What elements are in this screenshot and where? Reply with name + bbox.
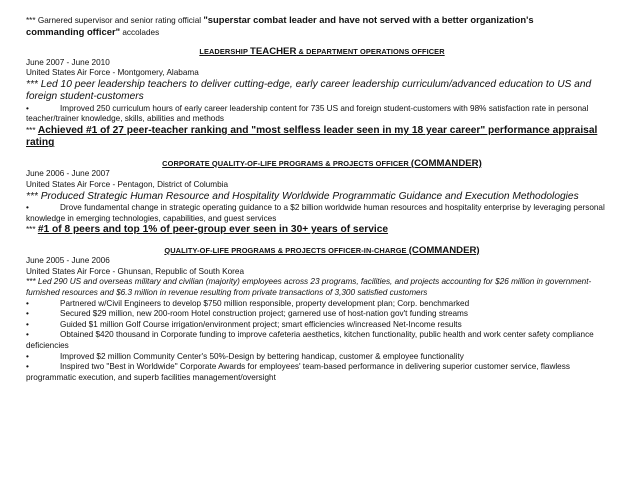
section2-title-a: CORPORATE QUALITY-OF-LIFE PROGRAMS & PROJECTS OFFICER	[162, 158, 411, 168]
section3-title	[26, 246, 618, 257]
section2-achievement-prefix: ***	[26, 225, 38, 235]
list-item	[26, 362, 618, 383]
section3-title-a: QUALITY-OF-LIFE PROGRAMS & PROJECTS OFFICER-IN-CHARGE	[164, 245, 409, 255]
intro-suffix: accolades	[120, 27, 160, 37]
section1-achievement-2	[26, 137, 618, 149]
list-item	[26, 299, 618, 310]
intro-prefix: *** Garnered supervisor and senior rating official	[26, 16, 204, 25]
bullet-glyph: •	[26, 298, 29, 308]
list-item	[26, 330, 618, 351]
section1-dates: June 2007 - June 2010	[26, 57, 110, 67]
section1-org: United States Air Force - Montgomery, Alabama	[26, 68, 199, 78]
section1-achievement	[26, 125, 618, 137]
list-item-text: Secured $29 million, new 200-room Hotel construction project; garnered use of host-nation gov't funding streams	[60, 309, 468, 319]
section2-bullet-text: Drove fundamental change in strategic operating guidance to a $2 billion worldwide human resources and hospitality enterprise by leveraging personal knowledge in emerging technologies, capabilities, and guest services	[26, 202, 605, 223]
section1-bullet	[26, 104, 618, 125]
section1-achievement-text: Achieved #1 of 27 peer-teacher ranking and "most selfless leader seen in my 18 year career" performance appraisal	[37, 124, 598, 136]
section2-achievement	[26, 224, 618, 236]
section3-org: United States Air Force - Ghunsan, Republic of South Korea	[26, 266, 244, 276]
section1-bullet-text: Improved 250 curriculum hours of early career leadership content for 735 US and foreign student-customers with 98% satisfaction rate in personal teacher/trainer knowledge, skills, abilities and methods	[26, 103, 589, 124]
section1-title-a: LEADERSHIP	[199, 47, 250, 57]
intro-quote: "superstar combat leader and have not served with a better organization's	[203, 14, 534, 25]
intro-line-2	[26, 27, 618, 39]
resume-page	[26, 14, 618, 383]
bullet-glyph: •	[26, 351, 29, 361]
section3-bullet-list	[26, 299, 618, 384]
intro-quote-end: commanding officer"	[26, 25, 121, 37]
section2-achievement-text: #1 of 8 peers and top 1% of peer-group ever seen in 30+ years of service	[37, 224, 389, 236]
section1-title	[26, 47, 618, 58]
list-item	[26, 309, 618, 320]
section1-headline-2: foreign student-customers	[26, 91, 144, 103]
list-item-text: Inspired two "Best in Worldwide" Corporate Awards for employees' team-based performance in delivering superior customer service, flawless programmatic execution, and superb facilities management/oversight	[26, 362, 570, 382]
section2-dates: June 2006 - June 2007	[26, 169, 110, 179]
bullet-glyph: •	[26, 202, 29, 212]
section1-title-c: & DEPARTMENT OPERATIONS OFFICER	[296, 47, 445, 57]
section1-achievement-text-2: rating	[26, 137, 55, 149]
bullet-glyph: •	[26, 309, 29, 319]
section2-title-b: (COMMANDER)	[410, 157, 482, 169]
section2-title	[26, 159, 618, 170]
section2-bullet	[26, 203, 618, 224]
bullet-glyph: •	[26, 362, 29, 372]
section3-title-b: (COMMANDER)	[408, 244, 480, 256]
list-item-text: Improved $2 million Community Center's 50%-Design by bettering handicap, customer & employee functionality	[60, 351, 464, 361]
bullet-glyph: •	[26, 330, 29, 340]
section3-summary: *** Led 290 US and overseas military and civilian (majority) employees across 23 programs, facilities, and projects accounting for $26 million in government-furnished resources and $6.3 million in revenue resulting from private transactions of 3,300 satisfied customers	[26, 277, 592, 297]
list-item	[26, 352, 618, 363]
list-item-text: Obtained $420 thousand in Corporate funding to improve cafeteria aesthetics, kitchen functionality, public health and work center safety compliance deficiencies	[26, 330, 594, 350]
section2-org: United States Air Force - Pentagon, District of Columbia	[26, 179, 229, 189]
section2-headline: *** Produced Strategic Human Resource and Hospitality Worldwide Programmatic Guidance and Execution Methodologies	[26, 190, 579, 202]
section1-title-b: TEACHER	[250, 46, 297, 58]
list-item-text: Partnered w/Civil Engineers to develop $750 million responsible, property development plan; Corp. benchmarked	[60, 298, 470, 308]
section1-headline: *** Led 10 peer leadership teachers to deliver cutting-edge, early career leadership curriculum/advanced education to US and	[26, 78, 592, 90]
list-item-text: Guided $1 million Golf Course irrigation/environment project; smart efficiencies w/increased Net-Income results	[60, 319, 462, 329]
bullet-glyph: •	[26, 319, 29, 329]
section3-dates: June 2005 - June 2006	[26, 256, 110, 266]
list-item	[26, 320, 618, 331]
section1-achievement-prefix: ***	[26, 125, 38, 135]
bullet-glyph: •	[26, 103, 29, 113]
